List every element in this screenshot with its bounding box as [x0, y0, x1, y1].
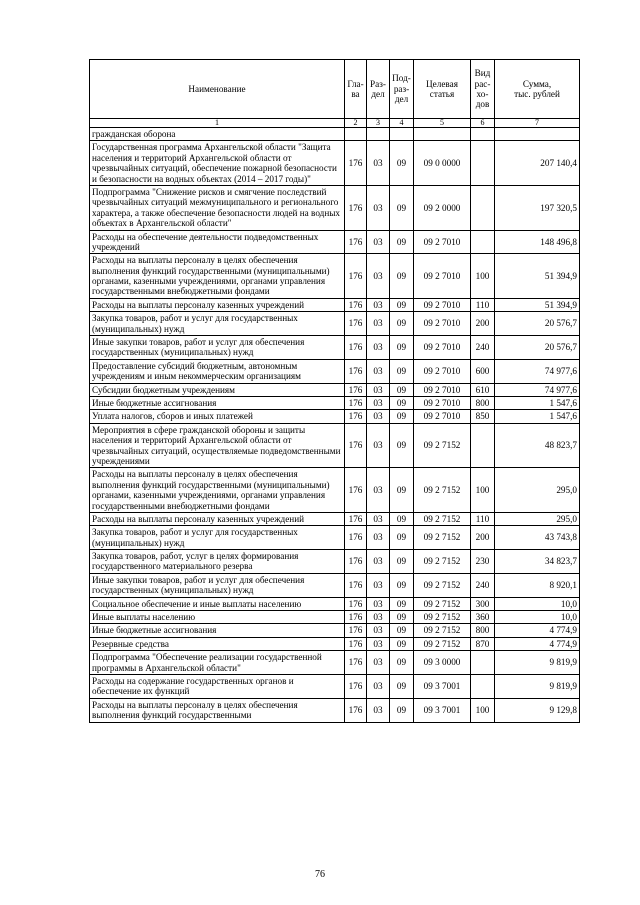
cell-vid: 360: [471, 611, 495, 624]
cell-podrazdel: 09: [390, 423, 414, 468]
cell-razdel: 03: [367, 468, 390, 513]
cell-vid: 110: [471, 298, 495, 311]
cell-target: 09 2 7010: [414, 312, 471, 336]
cell-vid: [471, 128, 495, 141]
cell-sum: 48 823,7: [495, 423, 580, 468]
cell-sum: 207 140,4: [495, 141, 580, 186]
cell-name: Иные бюджетные ассигнования: [90, 396, 345, 409]
cell-target: 09 2 7010: [414, 230, 471, 254]
cell-sum: 51 394,9: [495, 254, 580, 299]
table-row: [90, 230, 580, 254]
cell-glava: [345, 128, 367, 141]
cell-name: Мероприятия в сфере гражданской обороны и защиты населения и территорий Архангельской области от чрезвычайных ситуаций, осуществляемые подведомственными учреждениями: [90, 423, 345, 468]
table-row: [90, 383, 580, 396]
cell-name: Иные выплаты населению: [90, 611, 345, 624]
cell-sum: 8 920,1: [495, 573, 580, 597]
cell-razdel: 03: [367, 573, 390, 597]
cell-podrazdel: 09: [390, 512, 414, 525]
cell-name: Закупка товаров, работ и услуг для государственных (муниципальных) нужд: [90, 526, 345, 550]
cell-name: Подпрограмма "Обеспечение реализации государственной программы в Архангельской области": [90, 651, 345, 675]
cell-glava: 176: [345, 637, 367, 650]
col-number: 1: [90, 119, 345, 128]
cell-target: 09 2 7010: [414, 298, 471, 311]
cell-target: 09 2 7010: [414, 336, 471, 360]
cell-glava: 176: [345, 468, 367, 513]
cell-vid: 850: [471, 410, 495, 423]
cell-target: 09 3 7001: [414, 674, 471, 698]
header-name: Наименование: [90, 60, 345, 119]
table-row: [90, 336, 580, 360]
cell-target: 09 2 7152: [414, 597, 471, 610]
cell-glava: 176: [345, 383, 367, 396]
cell-vid: 610: [471, 383, 495, 396]
cell-podrazdel: 09: [390, 298, 414, 311]
table-row: [90, 637, 580, 650]
cell-sum: 148 496,8: [495, 230, 580, 254]
cell-sum: 197 320,5: [495, 185, 580, 230]
table-row: [90, 298, 580, 311]
cell-razdel: 03: [367, 637, 390, 650]
cell-target: 09 2 7152: [414, 611, 471, 624]
cell-vid: 100: [471, 468, 495, 513]
cell-name: Иные закупки товаров, работ и услуг для обеспечения государственных (муниципальных) нужд: [90, 573, 345, 597]
cell-podrazdel: 09: [390, 611, 414, 624]
cell-target: 09 2 7152: [414, 637, 471, 650]
table-row: [90, 359, 580, 383]
cell-podrazdel: 09: [390, 526, 414, 550]
column-number-row: [90, 119, 580, 128]
cell-glava: 176: [345, 141, 367, 186]
cell-glava: 176: [345, 698, 367, 722]
cell-vid: 100: [471, 254, 495, 299]
cell-glava: 176: [345, 359, 367, 383]
header-podrazdel: Под- раз- дел: [390, 60, 414, 119]
cell-target: 09 2 7010: [414, 254, 471, 299]
cell-glava: 176: [345, 185, 367, 230]
cell-target: 09 2 7010: [414, 410, 471, 423]
cell-vid: 200: [471, 526, 495, 550]
table-row: [90, 410, 580, 423]
cell-podrazdel: 09: [390, 597, 414, 610]
cell-target: 09 2 7010: [414, 383, 471, 396]
cell-name: Предоставление субсидий бюджетным, автономным учреждениям и иным некоммерческим организациям: [90, 359, 345, 383]
cell-vid: 110: [471, 512, 495, 525]
cell-sum: 9 819,9: [495, 651, 580, 675]
cell-glava: 176: [345, 230, 367, 254]
cell-sum: 10,0: [495, 597, 580, 610]
cell-razdel: 03: [367, 336, 390, 360]
cell-sum: 20 576,7: [495, 336, 580, 360]
cell-razdel: 03: [367, 383, 390, 396]
cell-podrazdel: 09: [390, 651, 414, 675]
table-row: [90, 550, 580, 574]
cell-razdel: 03: [367, 185, 390, 230]
cell-name: Субсидии бюджетным учреждениям: [90, 383, 345, 396]
table-row: [90, 698, 580, 722]
cell-name: Расходы на обеспечение деятельности подведомственных учреждений: [90, 230, 345, 254]
cell-sum: 9 129,8: [495, 698, 580, 722]
cell-podrazdel: 09: [390, 468, 414, 513]
cell-glava: 176: [345, 512, 367, 525]
cell-glava: 176: [345, 573, 367, 597]
cell-glava: 176: [345, 611, 367, 624]
cell-name: Расходы на выплаты персоналу в целях обеспечения выполнения функций государственными: [90, 698, 345, 722]
cell-target: [414, 128, 471, 141]
table-row: [90, 185, 580, 230]
cell-glava: 176: [345, 674, 367, 698]
cell-glava: 176: [345, 624, 367, 637]
cell-podrazdel: 09: [390, 674, 414, 698]
header-razdel: Раз- дел: [367, 60, 390, 119]
cell-podrazdel: 09: [390, 550, 414, 574]
col-number: 3: [367, 119, 390, 128]
cell-target: 09 2 7152: [414, 624, 471, 637]
cell-target: 09 2 7152: [414, 512, 471, 525]
cell-razdel: [367, 128, 390, 141]
cell-vid: [471, 141, 495, 186]
cell-name: Закупка товаров, работ и услуг для государственных (муниципальных) нужд: [90, 312, 345, 336]
cell-sum: 51 394,9: [495, 298, 580, 311]
cell-vid: 100: [471, 698, 495, 722]
cell-name: Расходы на выплаты персоналу в целях обеспечения выполнения функций государственными (муниципальными) органами, казенными учреждениями, органами управления государственными внебюджетными фондами: [90, 468, 345, 513]
cell-glava: 176: [345, 396, 367, 409]
cell-target: 09 2 7152: [414, 573, 471, 597]
cell-vid: 240: [471, 573, 495, 597]
cell-glava: 176: [345, 410, 367, 423]
table-row: [90, 573, 580, 597]
cell-podrazdel: [390, 128, 414, 141]
table-row: [90, 611, 580, 624]
table-row: [90, 312, 580, 336]
cell-razdel: 03: [367, 651, 390, 675]
cell-glava: 176: [345, 254, 367, 299]
cell-name: Расходы на выплаты персоналу казенных учреждений: [90, 512, 345, 525]
table-row: [90, 141, 580, 186]
table-row: [90, 597, 580, 610]
cell-razdel: 03: [367, 512, 390, 525]
cell-razdel: 03: [367, 298, 390, 311]
header-vid: Вид рас- хо- дов: [471, 60, 495, 119]
cell-name: Расходы на выплаты персоналу в целях обеспечения выполнения функций государственными (муниципальными) органами, казенными учреждениями, органами управления государственными внебюджетными фондами: [90, 254, 345, 299]
cell-glava: 176: [345, 597, 367, 610]
cell-name: Расходы на содержание государственных органов и обеспечение их функций: [90, 674, 345, 698]
cell-podrazdel: 09: [390, 624, 414, 637]
cell-sum: 74 977,6: [495, 383, 580, 396]
cell-vid: 800: [471, 396, 495, 409]
cell-target: 09 2 7152: [414, 423, 471, 468]
cell-sum: 20 576,7: [495, 312, 580, 336]
cell-name: Подпрограмма "Снижение рисков и смягчение последствий чрезвычайных ситуаций межмуниципального и регионального характера, а также обеспечение безопасности людей на водных объектах в Архангельской области": [90, 185, 345, 230]
cell-glava: 176: [345, 526, 367, 550]
cell-name: гражданская оборона: [90, 128, 345, 141]
cell-vid: [471, 230, 495, 254]
cell-target: 09 3 0000: [414, 651, 471, 675]
cell-vid: [471, 185, 495, 230]
col-number: 5: [414, 119, 471, 128]
cell-target: 09 2 0000: [414, 185, 471, 230]
cell-sum: 1 547,6: [495, 396, 580, 409]
cell-target: 09 2 7152: [414, 468, 471, 513]
cell-sum: 295,0: [495, 512, 580, 525]
cell-target: 09 3 7001: [414, 698, 471, 722]
col-number: 7: [495, 119, 580, 128]
cell-podrazdel: 09: [390, 637, 414, 650]
table-row: [90, 423, 580, 468]
cell-vid: [471, 423, 495, 468]
cell-glava: 176: [345, 651, 367, 675]
cell-target: 09 2 7152: [414, 550, 471, 574]
cell-podrazdel: 09: [390, 698, 414, 722]
cell-glava: 176: [345, 312, 367, 336]
col-number: 2: [345, 119, 367, 128]
cell-podrazdel: 09: [390, 336, 414, 360]
table-row: [90, 396, 580, 409]
cell-sum: 43 743,8: [495, 526, 580, 550]
cell-podrazdel: 09: [390, 185, 414, 230]
cell-podrazdel: 09: [390, 573, 414, 597]
cell-sum: 10,0: [495, 611, 580, 624]
cell-name: Иные закупки товаров, работ и услуг для обеспечения государственных (муниципальных) нужд: [90, 336, 345, 360]
cell-sum: 34 823,7: [495, 550, 580, 574]
cell-podrazdel: 09: [390, 141, 414, 186]
cell-razdel: 03: [367, 254, 390, 299]
table-header-row: [90, 60, 580, 119]
cell-vid: 600: [471, 359, 495, 383]
col-number: 4: [390, 119, 414, 128]
table-row: [90, 674, 580, 698]
table-row: [90, 624, 580, 637]
col-number: 6: [471, 119, 495, 128]
cell-razdel: 03: [367, 526, 390, 550]
cell-name: Иные бюджетные ассигнования: [90, 624, 345, 637]
cell-vid: 800: [471, 624, 495, 637]
cell-name: Резервные средства: [90, 637, 345, 650]
cell-vid: 870: [471, 637, 495, 650]
cell-sum: 74 977,6: [495, 359, 580, 383]
cell-razdel: 03: [367, 674, 390, 698]
cell-sum: 1 547,6: [495, 410, 580, 423]
header-glava: Гла- ва: [345, 60, 367, 119]
cell-name: Расходы на выплаты персоналу казенных учреждений: [90, 298, 345, 311]
cell-podrazdel: 09: [390, 383, 414, 396]
cell-glava: 176: [345, 298, 367, 311]
cell-sum: 9 819,9: [495, 674, 580, 698]
table-row: [90, 526, 580, 550]
cell-vid: [471, 674, 495, 698]
cell-target: 09 2 7152: [414, 526, 471, 550]
cell-razdel: 03: [367, 423, 390, 468]
cell-vid: 230: [471, 550, 495, 574]
table-row: [90, 128, 580, 141]
cell-glava: 176: [345, 336, 367, 360]
cell-razdel: 03: [367, 312, 390, 336]
page-number: 76: [315, 869, 325, 880]
header-sum: Сумма, тыс. рублей: [495, 60, 580, 119]
cell-razdel: 03: [367, 611, 390, 624]
cell-glava: 176: [345, 423, 367, 468]
cell-vid: 300: [471, 597, 495, 610]
cell-sum: [495, 128, 580, 141]
cell-podrazdel: 09: [390, 230, 414, 254]
cell-name: Закупка товаров, работ, услуг в целях формирования государственного материального резерва: [90, 550, 345, 574]
cell-podrazdel: 09: [390, 410, 414, 423]
cell-glava: 176: [345, 550, 367, 574]
cell-razdel: 03: [367, 141, 390, 186]
cell-razdel: 03: [367, 230, 390, 254]
cell-name: Государственная программа Архангельской области "Защита населения и территорий Архангельской области от чрезвычайных ситуаций, обеспечение пожарной безопасности и безопасности на водных объектах (2014 – 2017 годы)": [90, 141, 345, 186]
cell-sum: 295,0: [495, 468, 580, 513]
cell-razdel: 03: [367, 624, 390, 637]
cell-razdel: 03: [367, 410, 390, 423]
cell-razdel: 03: [367, 359, 390, 383]
cell-name: Социальное обеспечение и иные выплаты населению: [90, 597, 345, 610]
cell-razdel: 03: [367, 550, 390, 574]
cell-podrazdel: 09: [390, 396, 414, 409]
table-row: [90, 468, 580, 513]
table-row: [90, 651, 580, 675]
cell-podrazdel: 09: [390, 359, 414, 383]
budget-table: [89, 59, 580, 723]
cell-target: 09 2 7010: [414, 396, 471, 409]
table-row: [90, 512, 580, 525]
table-row: [90, 254, 580, 299]
header-target: Целевая статья: [414, 60, 471, 119]
cell-razdel: 03: [367, 698, 390, 722]
cell-vid: [471, 651, 495, 675]
table-body: [90, 128, 580, 723]
cell-razdel: 03: [367, 597, 390, 610]
cell-name: Уплата налогов, сборов и иных платежей: [90, 410, 345, 423]
cell-vid: 240: [471, 336, 495, 360]
cell-sum: 4 774,9: [495, 624, 580, 637]
cell-razdel: 03: [367, 396, 390, 409]
cell-podrazdel: 09: [390, 312, 414, 336]
cell-vid: 200: [471, 312, 495, 336]
cell-podrazdel: 09: [390, 254, 414, 299]
cell-target: 09 2 7010: [414, 359, 471, 383]
cell-sum: 4 774,9: [495, 637, 580, 650]
cell-target: 09 0 0000: [414, 141, 471, 186]
